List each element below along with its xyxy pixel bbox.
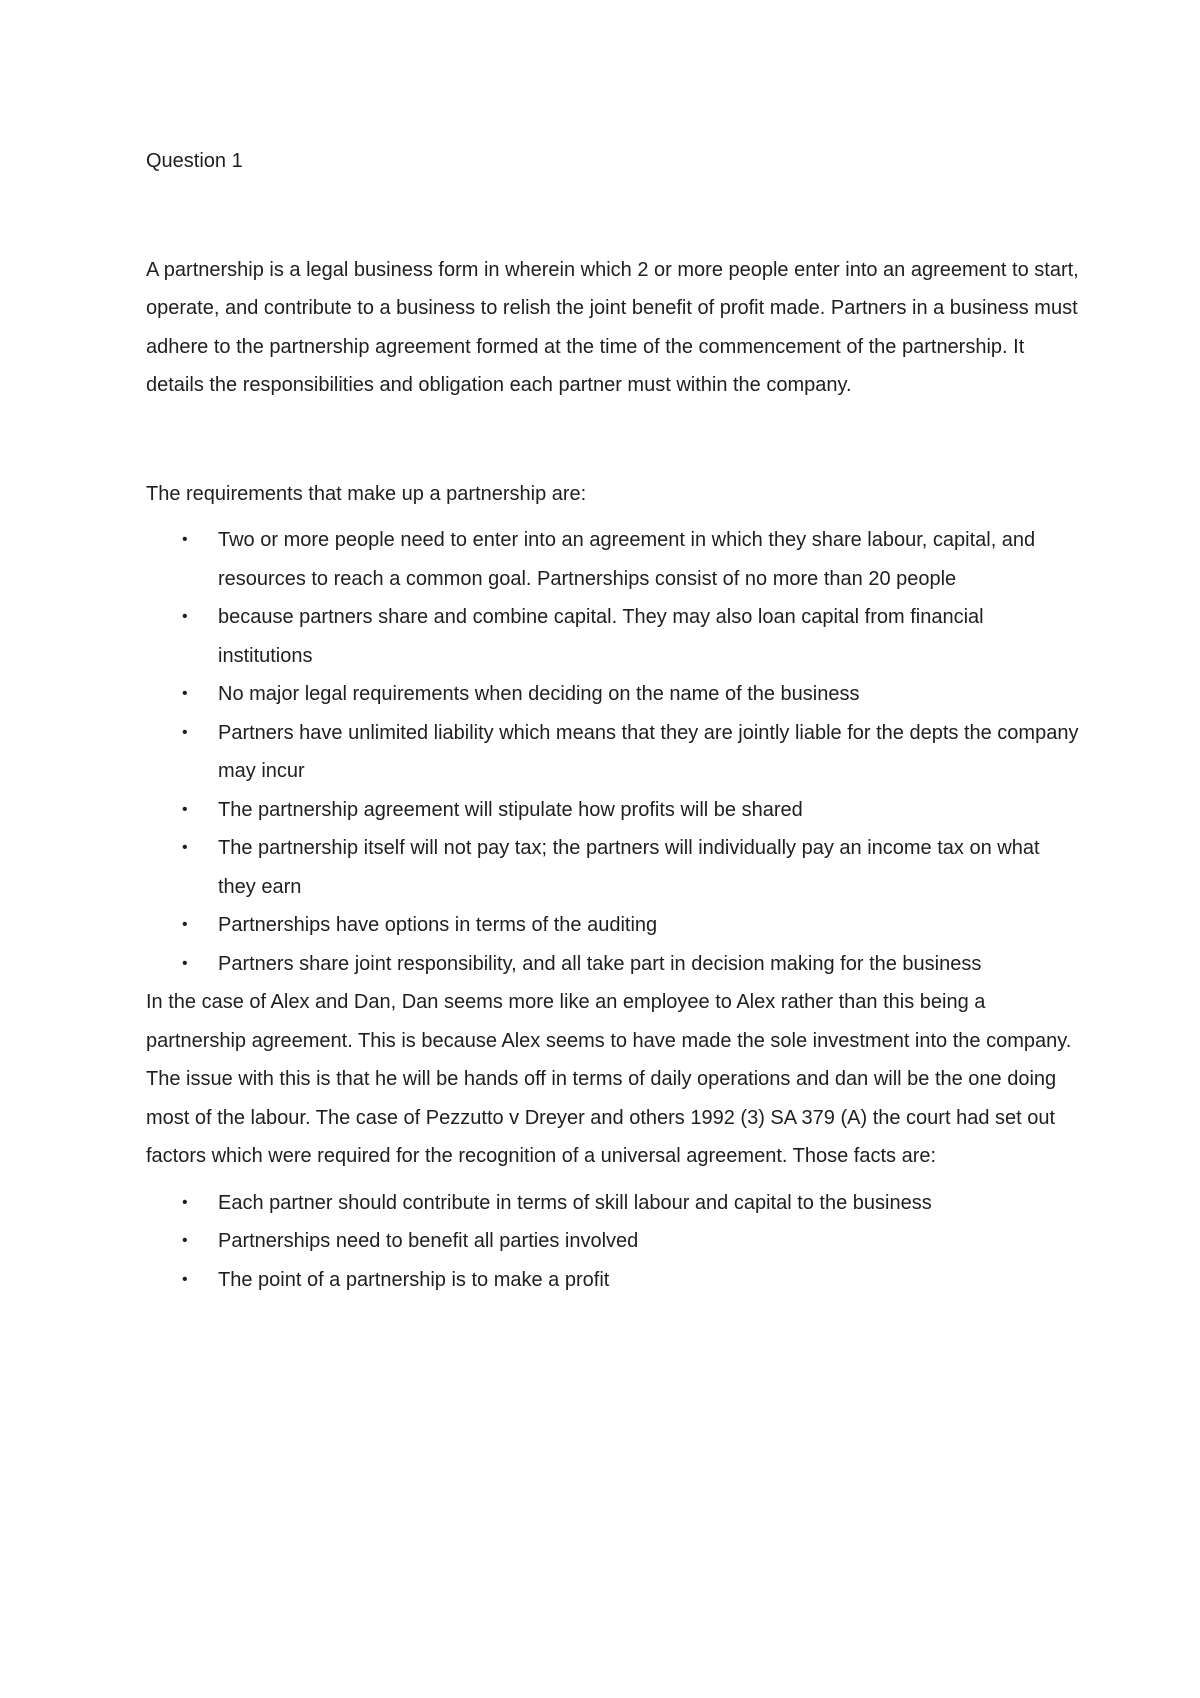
list-item xyxy=(182,1184,1080,1223)
case-paragraph: In the case of Alex and Dan, Dan seems more like an employee to Alex rather than this being a partnership agreement. This is because Alex seems to have made the sole investment into the company. The issue with this is that he will be hands off in terms of daily operations and dan will be the one doing most of the labour. The case of Pezzutto v Dreyer and others 1992 (3) SA 379 (A) the court had set out factors which were required for the recognition of a universal agreement. Those facts are: xyxy=(146,991,1072,1167)
factors-list xyxy=(146,1184,1080,1300)
list-item xyxy=(182,521,1080,598)
bullet-icon: • xyxy=(182,608,188,625)
list-item xyxy=(182,1261,1080,1300)
list-item xyxy=(182,791,1080,830)
list-item-text: Partnerships need to benefit all parties involved xyxy=(218,1230,639,1252)
list-item-text: Partners share joint responsibility, and all take part in decision making for the business xyxy=(218,952,982,975)
list-item xyxy=(182,829,1080,906)
list-item-text: The partnership agreement will stipulate how profits will be shared xyxy=(218,798,803,821)
list-item xyxy=(182,1222,1080,1261)
bullet-icon: • xyxy=(182,839,188,856)
intro-paragraph: A partnership is a legal business form in wherein which 2 or more people enter into an agreement to start, operate, and contribute to a business to relish the joint benefit of profit made. Partners in a business must adhere to the partnership agreement formed at the time of the commencement of the partnership. It details the responsibilities and obligation each partner must within the company. xyxy=(146,258,1079,396)
bullet-icon: • xyxy=(182,723,188,741)
list-item-text: Partnerships have options in terms of the auditing xyxy=(218,914,658,936)
list-item xyxy=(182,675,1080,714)
list-item-text: No major legal requirements when deciding on the name of the business xyxy=(218,683,860,705)
requirements-intro: The requirements that make up a partnership are: xyxy=(146,482,587,505)
list-item xyxy=(182,598,1080,675)
list-item xyxy=(182,945,1080,984)
bullet-icon: • xyxy=(182,1193,188,1211)
question-title: Question 1 xyxy=(146,150,243,172)
requirements-list xyxy=(146,521,1080,983)
bullet-icon: • xyxy=(182,1232,188,1249)
list-item-text: The point of a partnership is to make a profit xyxy=(218,1268,610,1291)
bullet-icon: • xyxy=(182,1270,188,1288)
bullet-icon: • xyxy=(182,685,188,702)
bullet-icon: • xyxy=(182,531,188,548)
bullet-icon: • xyxy=(182,916,188,933)
bullet-icon: • xyxy=(182,800,188,818)
list-item-text: Partners have unlimited liability which means that they are jointly liable for the depts the company may incur xyxy=(218,721,1079,782)
list-item xyxy=(182,906,1080,945)
list-item xyxy=(182,714,1080,791)
list-item-text: The partnership itself will not pay tax; the partners will individually pay an income tax on what they earn xyxy=(218,837,1040,898)
list-item-text: Each partner should contribute in terms of skill labour and capital to the business xyxy=(218,1191,932,1214)
list-item-text: Two or more people need to enter into an agreement in which they share labour, capital, and resources to reach a common goal. Partnerships consist of no more than 20 people xyxy=(218,529,1036,590)
bullet-icon: • xyxy=(182,954,188,972)
list-item-text: because partners share and combine capital. They may also loan capital from financial institutions xyxy=(218,606,984,667)
